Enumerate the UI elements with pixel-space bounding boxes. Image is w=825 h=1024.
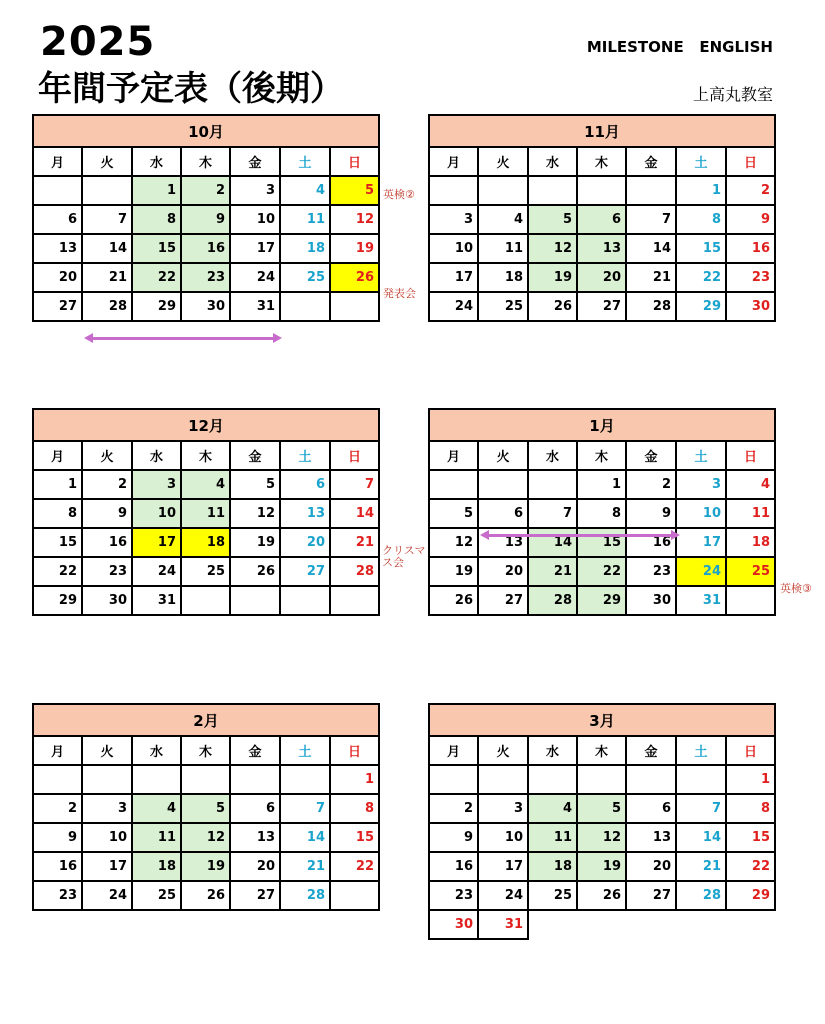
day-cell: 12	[429, 528, 478, 557]
day-cell: 18	[132, 852, 181, 881]
day-cell: 1	[330, 765, 379, 794]
page-title: 年間予定表（後期）	[38, 69, 344, 109]
day-cell: 8	[330, 794, 379, 823]
day-cell: 8	[132, 205, 181, 234]
day-cell: 21	[528, 557, 577, 586]
empty-day-cell	[577, 765, 626, 794]
day-cell: 26	[577, 881, 626, 910]
day-cell: 5	[528, 205, 577, 234]
day-cell: 24	[478, 881, 528, 910]
day-cell: 9	[626, 499, 676, 528]
day-cell: 27	[230, 881, 280, 910]
day-cell: 15	[330, 823, 379, 852]
day-cell: 26	[181, 881, 230, 910]
day-cell: 5	[181, 794, 230, 823]
day-cell: 1	[33, 470, 82, 499]
day-cell: 28	[626, 292, 676, 321]
day-cell: 16	[33, 852, 82, 881]
day-cell: 3	[82, 794, 132, 823]
empty-day-cell	[478, 470, 528, 499]
day-cell: 5	[330, 176, 379, 205]
note-eiken-2: 英検②	[383, 188, 415, 201]
day-cell: 22	[33, 557, 82, 586]
day-cell: 21	[330, 528, 379, 557]
day-cell: 20	[230, 852, 280, 881]
month-header: 1月	[429, 409, 775, 441]
day-cell: 27	[478, 586, 528, 615]
day-cell: 8	[726, 794, 775, 823]
empty-day-cell	[429, 470, 478, 499]
day-cell: 8	[577, 499, 626, 528]
calendar-november	[428, 114, 776, 322]
day-cell: 24	[230, 263, 280, 292]
weekday-label: 日	[726, 441, 775, 470]
day-cell: 5	[429, 499, 478, 528]
empty-day-cell	[330, 881, 379, 910]
weekday-label: 日	[330, 147, 379, 176]
empty-space	[676, 910, 726, 939]
day-cell: 11	[181, 499, 230, 528]
weekday-label: 金	[230, 736, 280, 765]
weekday-label: 月	[33, 441, 82, 470]
day-cell: 2	[429, 794, 478, 823]
day-cell: 14	[82, 234, 132, 263]
day-cell: 27	[280, 557, 330, 586]
day-cell: 7	[676, 794, 726, 823]
day-cell: 13	[626, 823, 676, 852]
day-cell: 16	[726, 234, 775, 263]
day-cell: 28	[676, 881, 726, 910]
day-cell: 19	[230, 528, 280, 557]
day-cell: 21	[82, 263, 132, 292]
day-cell: 8	[33, 499, 82, 528]
day-cell: 7	[528, 499, 577, 528]
day-cell: 17	[478, 852, 528, 881]
day-cell: 20	[577, 263, 626, 292]
day-cell: 18	[280, 234, 330, 263]
empty-day-cell	[528, 176, 577, 205]
day-cell: 12	[230, 499, 280, 528]
weekday-label: 水	[528, 736, 577, 765]
day-cell: 25	[280, 263, 330, 292]
day-cell: 1	[676, 176, 726, 205]
day-cell: 8	[676, 205, 726, 234]
empty-day-cell	[478, 765, 528, 794]
day-cell: 24	[429, 292, 478, 321]
weekday-label: 日	[330, 441, 379, 470]
weekday-label: 火	[82, 147, 132, 176]
day-cell: 10	[429, 234, 478, 263]
day-cell: 9	[33, 823, 82, 852]
empty-day-cell	[478, 176, 528, 205]
day-cell: 23	[33, 881, 82, 910]
day-cell: 25	[528, 881, 577, 910]
day-cell: 2	[626, 470, 676, 499]
empty-day-cell	[181, 586, 230, 615]
day-cell: 11	[132, 823, 181, 852]
empty-day-cell	[132, 765, 181, 794]
empty-day-cell	[230, 586, 280, 615]
day-cell: 23	[726, 263, 775, 292]
day-cell: 6	[478, 499, 528, 528]
day-cell: 2	[181, 176, 230, 205]
day-cell: 16	[626, 528, 676, 557]
day-cell: 19	[181, 852, 230, 881]
day-cell: 5	[577, 794, 626, 823]
day-cell: 19	[429, 557, 478, 586]
day-cell: 13	[280, 499, 330, 528]
empty-day-cell	[82, 176, 132, 205]
day-cell: 3	[478, 794, 528, 823]
day-cell: 25	[478, 292, 528, 321]
day-cell: 9	[726, 205, 775, 234]
day-cell: 17	[230, 234, 280, 263]
day-cell: 16	[429, 852, 478, 881]
day-cell: 28	[528, 586, 577, 615]
day-cell: 2	[726, 176, 775, 205]
day-cell: 26	[330, 263, 379, 292]
day-cell: 6	[230, 794, 280, 823]
day-cell: 12	[577, 823, 626, 852]
day-cell: 23	[626, 557, 676, 586]
weekday-label: 木	[577, 441, 626, 470]
weekday-label: 水	[528, 441, 577, 470]
calendar-january	[428, 408, 776, 616]
empty-space	[626, 910, 676, 939]
weekday-label: 木	[181, 441, 230, 470]
weekday-label: 火	[82, 441, 132, 470]
weekday-label: 月	[429, 147, 478, 176]
holiday-period-arrow-october	[88, 337, 278, 340]
day-cell: 19	[577, 852, 626, 881]
day-cell: 13	[478, 528, 528, 557]
weekday-label: 土	[280, 147, 330, 176]
day-cell: 16	[82, 528, 132, 557]
empty-day-cell	[676, 765, 726, 794]
day-cell: 14	[626, 234, 676, 263]
day-cell: 9	[82, 499, 132, 528]
year-heading: 2025	[40, 19, 156, 65]
weekday-label: 土	[676, 147, 726, 176]
note-christmas-party: クリスマ ス会	[382, 544, 426, 570]
day-cell: 10	[82, 823, 132, 852]
day-cell: 17	[132, 528, 181, 557]
weekday-label: 火	[478, 736, 528, 765]
note-eiken-3: 英検③	[780, 582, 812, 595]
day-cell: 27	[626, 881, 676, 910]
day-cell: 4	[280, 176, 330, 205]
weekday-label: 日	[726, 147, 775, 176]
day-cell: 14	[676, 823, 726, 852]
day-cell: 17	[82, 852, 132, 881]
day-cell: 9	[429, 823, 478, 852]
day-cell: 15	[132, 234, 181, 263]
day-cell: 11	[478, 234, 528, 263]
day-cell: 29	[132, 292, 181, 321]
calendar-october	[32, 114, 380, 322]
day-cell: 18	[726, 528, 775, 557]
day-cell: 1	[132, 176, 181, 205]
day-cell: 21	[676, 852, 726, 881]
day-cell: 13	[577, 234, 626, 263]
weekday-label: 火	[478, 147, 528, 176]
empty-day-cell	[330, 292, 379, 321]
day-cell: 30	[181, 292, 230, 321]
weekday-label: 日	[330, 736, 379, 765]
day-cell: 3	[132, 470, 181, 499]
day-cell: 15	[726, 823, 775, 852]
empty-day-cell	[429, 176, 478, 205]
day-cell: 25	[726, 557, 775, 586]
day-cell: 25	[181, 557, 230, 586]
empty-day-cell	[626, 765, 676, 794]
day-cell: 10	[132, 499, 181, 528]
weekday-label: 木	[577, 147, 626, 176]
day-cell: 10	[230, 205, 280, 234]
calendar-december	[32, 408, 380, 616]
day-cell: 10	[478, 823, 528, 852]
day-cell: 31	[478, 910, 528, 939]
day-cell: 4	[528, 794, 577, 823]
day-cell: 11	[726, 499, 775, 528]
day-cell: 26	[230, 557, 280, 586]
weekday-label: 日	[726, 736, 775, 765]
day-cell: 15	[676, 234, 726, 263]
day-cell: 21	[280, 852, 330, 881]
day-cell: 30	[726, 292, 775, 321]
weekday-label: 水	[132, 736, 181, 765]
day-cell: 20	[280, 528, 330, 557]
day-cell: 26	[528, 292, 577, 321]
day-cell: 3	[676, 470, 726, 499]
day-cell: 29	[33, 586, 82, 615]
empty-day-cell	[230, 765, 280, 794]
weekday-label: 月	[33, 736, 82, 765]
empty-space	[577, 910, 626, 939]
day-cell: 22	[330, 852, 379, 881]
weekday-label: 火	[82, 736, 132, 765]
empty-day-cell	[429, 765, 478, 794]
day-cell: 6	[626, 794, 676, 823]
day-cell: 1	[577, 470, 626, 499]
day-cell: 6	[33, 205, 82, 234]
day-cell: 20	[626, 852, 676, 881]
day-cell: 18	[478, 263, 528, 292]
day-cell: 25	[132, 881, 181, 910]
weekday-label: 月	[429, 736, 478, 765]
day-cell: 31	[676, 586, 726, 615]
weekday-label: 木	[577, 736, 626, 765]
weekday-label: 土	[280, 736, 330, 765]
weekday-label: 月	[429, 441, 478, 470]
day-cell: 19	[330, 234, 379, 263]
weekday-label: 土	[676, 736, 726, 765]
empty-day-cell	[181, 765, 230, 794]
day-cell: 7	[330, 470, 379, 499]
calendar-february	[32, 703, 380, 911]
empty-day-cell	[626, 176, 676, 205]
empty-day-cell	[528, 765, 577, 794]
day-cell: 15	[577, 528, 626, 557]
day-cell: 21	[626, 263, 676, 292]
day-cell: 4	[726, 470, 775, 499]
empty-day-cell	[33, 765, 82, 794]
weekday-label: 水	[528, 147, 577, 176]
day-cell: 2	[33, 794, 82, 823]
empty-day-cell	[82, 765, 132, 794]
day-cell: 11	[528, 823, 577, 852]
day-cell: 28	[82, 292, 132, 321]
day-cell: 4	[132, 794, 181, 823]
empty-day-cell	[33, 176, 82, 205]
empty-day-cell	[280, 292, 330, 321]
day-cell: 18	[181, 528, 230, 557]
empty-day-cell	[528, 470, 577, 499]
day-cell: 7	[626, 205, 676, 234]
day-cell: 23	[429, 881, 478, 910]
empty-day-cell	[280, 586, 330, 615]
day-cell: 12	[330, 205, 379, 234]
empty-space	[528, 910, 577, 939]
day-cell: 31	[230, 292, 280, 321]
day-cell: 4	[181, 470, 230, 499]
empty-day-cell	[726, 586, 775, 615]
weekday-label: 金	[626, 736, 676, 765]
day-cell: 28	[280, 881, 330, 910]
day-cell: 30	[626, 586, 676, 615]
empty-day-cell	[577, 176, 626, 205]
holiday-period-arrow-january	[484, 534, 676, 537]
weekday-label: 火	[478, 441, 528, 470]
month-header: 10月	[33, 115, 379, 147]
weekday-label: 金	[230, 441, 280, 470]
day-cell: 27	[33, 292, 82, 321]
day-cell: 27	[577, 292, 626, 321]
day-cell: 6	[577, 205, 626, 234]
day-cell: 30	[429, 910, 478, 939]
day-cell: 1	[726, 765, 775, 794]
month-header: 3月	[429, 704, 775, 736]
day-cell: 14	[280, 823, 330, 852]
day-cell: 16	[181, 234, 230, 263]
weekday-label: 金	[626, 441, 676, 470]
day-cell: 28	[330, 557, 379, 586]
brand-name: MILESTONE ENGLISH	[586, 38, 773, 56]
day-cell: 10	[676, 499, 726, 528]
day-cell: 3	[429, 205, 478, 234]
weekday-label: 月	[33, 147, 82, 176]
weekday-label: 木	[181, 147, 230, 176]
day-cell: 7	[280, 794, 330, 823]
day-cell: 24	[82, 881, 132, 910]
day-cell: 30	[82, 586, 132, 615]
day-cell: 4	[478, 205, 528, 234]
day-cell: 23	[82, 557, 132, 586]
weekday-label: 水	[132, 441, 181, 470]
month-header: 2月	[33, 704, 379, 736]
day-cell: 29	[577, 586, 626, 615]
weekday-label: 金	[626, 147, 676, 176]
day-cell: 26	[429, 586, 478, 615]
weekday-label: 土	[676, 441, 726, 470]
day-cell: 22	[132, 263, 181, 292]
day-cell: 24	[676, 557, 726, 586]
day-cell: 14	[330, 499, 379, 528]
day-cell: 12	[528, 234, 577, 263]
day-cell: 15	[33, 528, 82, 557]
weekday-label: 木	[181, 736, 230, 765]
day-cell: 23	[181, 263, 230, 292]
day-cell: 14	[528, 528, 577, 557]
day-cell: 20	[478, 557, 528, 586]
month-header: 12月	[33, 409, 379, 441]
empty-space	[726, 910, 775, 939]
day-cell: 12	[181, 823, 230, 852]
day-cell: 22	[577, 557, 626, 586]
day-cell: 6	[280, 470, 330, 499]
day-cell: 17	[429, 263, 478, 292]
day-cell: 7	[82, 205, 132, 234]
day-cell: 9	[181, 205, 230, 234]
day-cell: 29	[676, 292, 726, 321]
day-cell: 5	[230, 470, 280, 499]
day-cell: 2	[82, 470, 132, 499]
day-cell: 13	[33, 234, 82, 263]
day-cell: 29	[726, 881, 775, 910]
calendar-march	[428, 703, 776, 940]
weekday-label: 水	[132, 147, 181, 176]
day-cell: 13	[230, 823, 280, 852]
day-cell: 3	[230, 176, 280, 205]
empty-day-cell	[330, 586, 379, 615]
day-cell: 22	[676, 263, 726, 292]
day-cell: 18	[528, 852, 577, 881]
day-cell: 31	[132, 586, 181, 615]
school-name: 上高丸教室	[692, 85, 773, 104]
day-cell: 22	[726, 852, 775, 881]
day-cell: 19	[528, 263, 577, 292]
month-header: 11月	[429, 115, 775, 147]
day-cell: 24	[132, 557, 181, 586]
day-cell: 17	[676, 528, 726, 557]
empty-day-cell	[280, 765, 330, 794]
weekday-label: 土	[280, 441, 330, 470]
day-cell: 20	[33, 263, 82, 292]
day-cell: 11	[280, 205, 330, 234]
note-presentation: 発表会	[383, 287, 416, 300]
weekday-label: 金	[230, 147, 280, 176]
